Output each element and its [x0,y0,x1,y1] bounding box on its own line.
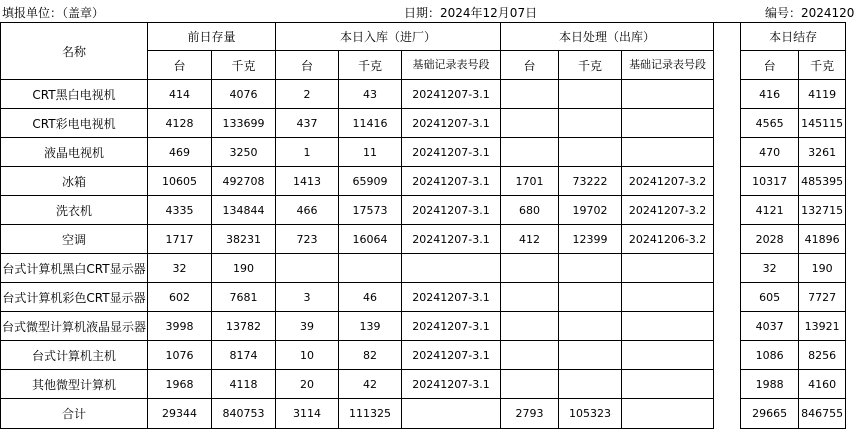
header-row-groups [1,23,846,51]
row-name-cell: 合计 [1,399,148,429]
row-name-cell: CRT黑白电视机 [1,80,148,109]
cell-prev-kg: 840753 [212,399,276,429]
cell-out-rec [622,80,714,109]
cell-in-rec: 20241207-3.1 [402,167,501,196]
spacer-cell [714,167,741,196]
cell-prev-kg: 492708 [212,167,276,196]
spacer-cell [714,196,741,225]
cell-in-kg: 17573 [339,196,402,225]
cell-out-kg [559,254,622,283]
cell-out-rec: 20241207-3.2 [622,167,714,196]
cell-bal-tai: 1086 [741,341,799,370]
cell-in-kg: 11416 [339,109,402,138]
cell-in-tai: 466 [276,196,339,225]
cell-out-tai [501,283,559,312]
row-name-cell: 台式微型计算机液晶显示器 [1,312,148,341]
cell-bal-kg: 13921 [799,312,846,341]
cell-prev-kg: 13782 [212,312,276,341]
unit-header-in-record: 基础记录表号段 [402,51,501,80]
cell-out-rec [622,254,714,283]
column-header-name: 名称 [1,23,148,80]
spacer-cell [714,80,741,109]
report-header [0,0,854,23]
spacer-cell [714,138,741,167]
cell-out-kg [559,283,622,312]
spacer-cell [714,399,741,429]
cell-in-rec: 20241207-3.1 [402,370,501,399]
cell-in-kg: 43 [339,80,402,109]
cell-bal-kg: 4119 [799,80,846,109]
cell-in-tai: 1413 [276,167,339,196]
cell-bal-tai: 4121 [741,196,799,225]
cell-in-kg: 42 [339,370,402,399]
cell-bal-kg: 846755 [799,399,846,429]
cell-bal-tai: 4565 [741,109,799,138]
row-name-cell: 其他微型计算机 [1,370,148,399]
cell-out-tai: 1701 [501,167,559,196]
cell-prev-tai: 32 [148,254,212,283]
inventory-table [0,22,846,429]
cell-prev-kg: 133699 [212,109,276,138]
cell-out-kg: 105323 [559,399,622,429]
cell-prev-tai: 1076 [148,341,212,370]
spacer-column [714,23,741,80]
cell-in-rec: 20241207-3.1 [402,341,501,370]
cell-prev-tai: 1717 [148,225,212,254]
group-header-inbound: 本日入库（进厂） [276,23,501,51]
cell-prev-tai: 29344 [148,399,212,429]
cell-out-tai [501,254,559,283]
row-name-cell: 台式计算机彩色CRT显示器 [1,283,148,312]
cell-prev-tai: 1968 [148,370,212,399]
group-header-processed: 本日处理（出库） [501,23,714,51]
reporting-unit-label: 填报单位：（盖章） [2,6,105,20]
cell-bal-tai: 29665 [741,399,799,429]
table-row [1,254,846,283]
cell-in-tai: 437 [276,109,339,138]
cell-bal-kg: 7727 [799,283,846,312]
cell-bal-kg: 3261 [799,138,846,167]
unit-header-out-record: 基础记录表号段 [622,51,714,80]
cell-out-rec: 20241207-3.2 [622,196,714,225]
cell-out-rec [622,341,714,370]
cell-bal-kg: 190 [799,254,846,283]
cell-out-tai [501,312,559,341]
cell-bal-tai: 10317 [741,167,799,196]
cell-in-kg: 65909 [339,167,402,196]
cell-out-tai: 680 [501,196,559,225]
cell-in-tai: 723 [276,225,339,254]
group-header-balance: 本日结存 [741,23,846,51]
cell-in-tai: 2 [276,80,339,109]
cell-in-rec: 20241207-3.1 [402,312,501,341]
cell-prev-kg: 38231 [212,225,276,254]
cell-out-kg: 12399 [559,225,622,254]
cell-out-rec [622,399,714,429]
row-name-cell: 冰箱 [1,167,148,196]
cell-prev-kg: 134844 [212,196,276,225]
cell-in-tai: 20 [276,370,339,399]
table-row [1,225,846,254]
cell-bal-kg: 4160 [799,370,846,399]
spacer-cell [714,312,741,341]
cell-out-rec: 20241206-3.2 [622,225,714,254]
unit-header-prev-kg: 千克 [212,51,276,80]
cell-out-kg: 73222 [559,167,622,196]
unit-header-out-kg: 千克 [559,51,622,80]
cell-bal-tai: 2028 [741,225,799,254]
spacer-cell [714,341,741,370]
cell-prev-kg: 4076 [212,80,276,109]
cell-bal-tai: 4037 [741,312,799,341]
cell-prev-tai: 469 [148,138,212,167]
row-name-cell: 台式计算机主机 [1,341,148,370]
cell-prev-kg: 4118 [212,370,276,399]
report-date: 日期：2024年12月07日 [404,6,538,20]
table-row [1,283,846,312]
cell-in-tai: 3114 [276,399,339,429]
spacer-cell [714,109,741,138]
unit-header-bal-kg: 千克 [799,51,846,80]
cell-bal-tai: 416 [741,80,799,109]
cell-out-tai [501,341,559,370]
cell-bal-kg: 485395 [799,167,846,196]
cell-prev-tai: 10605 [148,167,212,196]
cell-in-tai: 39 [276,312,339,341]
cell-in-tai: 10 [276,341,339,370]
cell-out-kg [559,109,622,138]
cell-in-kg: 111325 [339,399,402,429]
table-row [1,341,846,370]
row-name-cell: CRT彩电电视机 [1,109,148,138]
unit-header-out-tai: 台 [501,51,559,80]
table-row [1,312,846,341]
cell-bal-kg: 132715 [799,196,846,225]
table-row [1,167,846,196]
cell-in-rec: 20241207-3.1 [402,225,501,254]
cell-bal-tai: 1988 [741,370,799,399]
cell-out-tai [501,80,559,109]
spacer-cell [714,254,741,283]
cell-prev-kg: 3250 [212,138,276,167]
cell-in-rec: 20241207-3.1 [402,196,501,225]
cell-bal-tai: 470 [741,138,799,167]
cell-out-kg [559,312,622,341]
cell-in-kg: 139 [339,312,402,341]
table-row [1,80,846,109]
cell-out-rec [622,370,714,399]
report-number: 编号：2024120 [765,6,854,20]
cell-out-kg [559,370,622,399]
cell-out-tai [501,370,559,399]
cell-out-tai: 412 [501,225,559,254]
cell-bal-tai: 605 [741,283,799,312]
cell-out-rec [622,138,714,167]
spacer-cell [714,370,741,399]
cell-bal-kg: 145115 [799,109,846,138]
cell-in-tai: 1 [276,138,339,167]
cell-in-rec: 20241207-3.1 [402,80,501,109]
cell-out-tai [501,109,559,138]
cell-prev-kg: 7681 [212,283,276,312]
cell-out-kg [559,80,622,109]
cell-prev-tai: 414 [148,80,212,109]
cell-in-rec [402,254,501,283]
cell-in-tai: 3 [276,283,339,312]
cell-in-rec: 20241207-3.1 [402,283,501,312]
unit-header-in-tai: 台 [276,51,339,80]
cell-in-kg: 46 [339,283,402,312]
cell-out-tai: 2793 [501,399,559,429]
cell-out-kg [559,341,622,370]
cell-prev-tai: 602 [148,283,212,312]
cell-out-kg [559,138,622,167]
table-row [1,370,846,399]
cell-in-kg [339,254,402,283]
cell-in-kg: 16064 [339,225,402,254]
row-name-cell: 洗衣机 [1,196,148,225]
cell-in-rec [402,399,501,429]
row-name-cell: 液晶电视机 [1,138,148,167]
cell-out-rec [622,312,714,341]
cell-out-tai [501,138,559,167]
spacer-cell [714,225,741,254]
cell-in-rec: 20241207-3.1 [402,109,501,138]
cell-in-rec: 20241207-3.1 [402,138,501,167]
cell-prev-tai: 3998 [148,312,212,341]
row-name-cell: 台式计算机黑白CRT显示器 [1,254,148,283]
spacer-cell [714,283,741,312]
group-header-previous-stock: 前日存量 [148,23,276,51]
cell-in-kg: 82 [339,341,402,370]
cell-bal-tai: 32 [741,254,799,283]
cell-out-rec [622,283,714,312]
table-body [1,80,846,429]
row-name-cell: 空调 [1,225,148,254]
cell-in-kg: 11 [339,138,402,167]
unit-header-in-kg: 千克 [339,51,402,80]
cell-out-kg: 19702 [559,196,622,225]
cell-prev-tai: 4335 [148,196,212,225]
cell-out-rec [622,109,714,138]
cell-prev-kg: 8174 [212,341,276,370]
cell-prev-kg: 190 [212,254,276,283]
cell-prev-tai: 4128 [148,109,212,138]
cell-bal-kg: 41896 [799,225,846,254]
cell-in-tai [276,254,339,283]
cell-bal-kg: 8256 [799,341,846,370]
table-row [1,109,846,138]
total-row [1,399,846,429]
unit-header-bal-tai: 台 [741,51,799,80]
table-row [1,196,846,225]
unit-header-prev-tai: 台 [148,51,212,80]
table-row [1,138,846,167]
